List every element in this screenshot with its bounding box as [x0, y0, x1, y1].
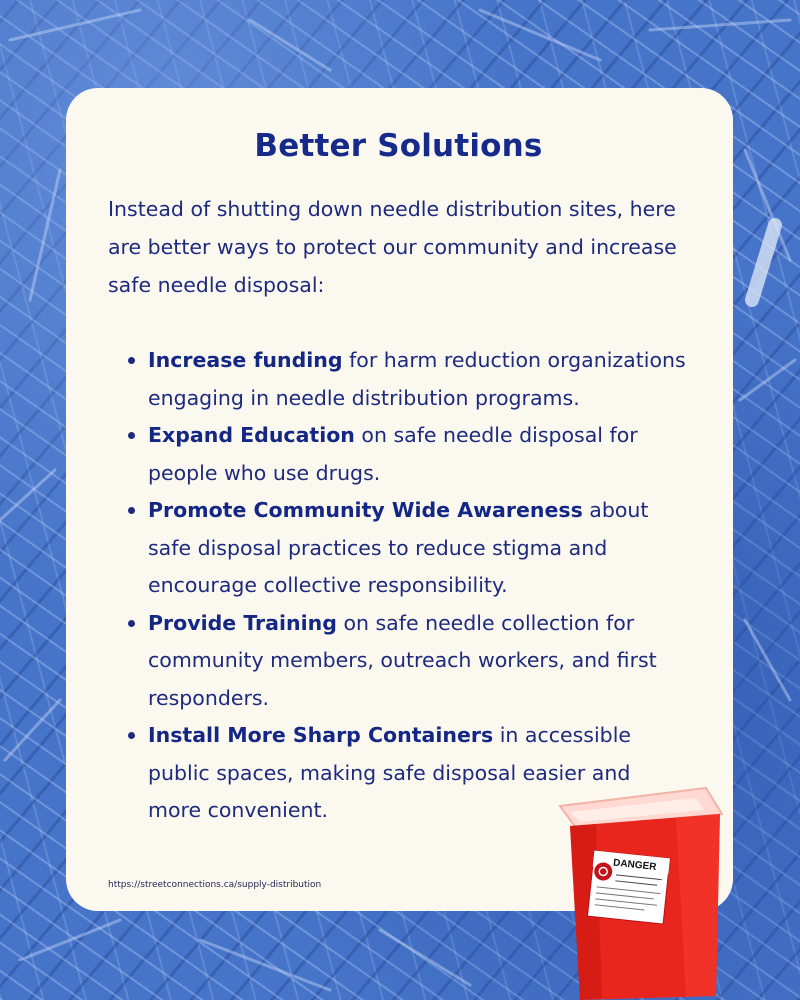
list-item-text: on safe needle disposal for people who use drugs.: [148, 423, 638, 485]
list-item-text: about safe disposal practices to reduce stigma and encourage collective responsibility.: [148, 498, 649, 597]
intro-paragraph: Instead of shutting down needle distribution sites, here are better ways to protect our community and increase safe needle disposal:: [108, 197, 677, 297]
list-item-heading: Install More Sharp Containers: [148, 723, 494, 747]
list-item-heading: Increase funding: [148, 348, 343, 372]
list-item-text: for harm reduction organizations engaging in needle distribution programs.: [148, 348, 686, 410]
page-title: Better Solutions: [254, 128, 543, 164]
list-item: [148, 605, 689, 718]
sharps-container-image: [556, 784, 724, 1000]
solutions-list: [108, 342, 689, 830]
list-item-heading: Provide Training: [148, 610, 337, 635]
list-item-text: on safe needle collection for community members, outreach workers, and first responders.: [148, 610, 657, 710]
list-item: [148, 492, 689, 605]
danger-label: [587, 850, 669, 924]
list-item-heading: Promote Community Wide Awareness: [148, 498, 583, 522]
list-item-text: in accessible public spaces, making safe disposal easier and more convenient.: [148, 723, 632, 822]
danger-label-text: DANGER: [612, 857, 657, 873]
source-url: https://streetconnections.ca/supply-distribution: [108, 880, 322, 890]
list-item: [148, 342, 689, 417]
list-item-heading: Expand Education: [148, 423, 355, 447]
list-item: [148, 417, 689, 492]
